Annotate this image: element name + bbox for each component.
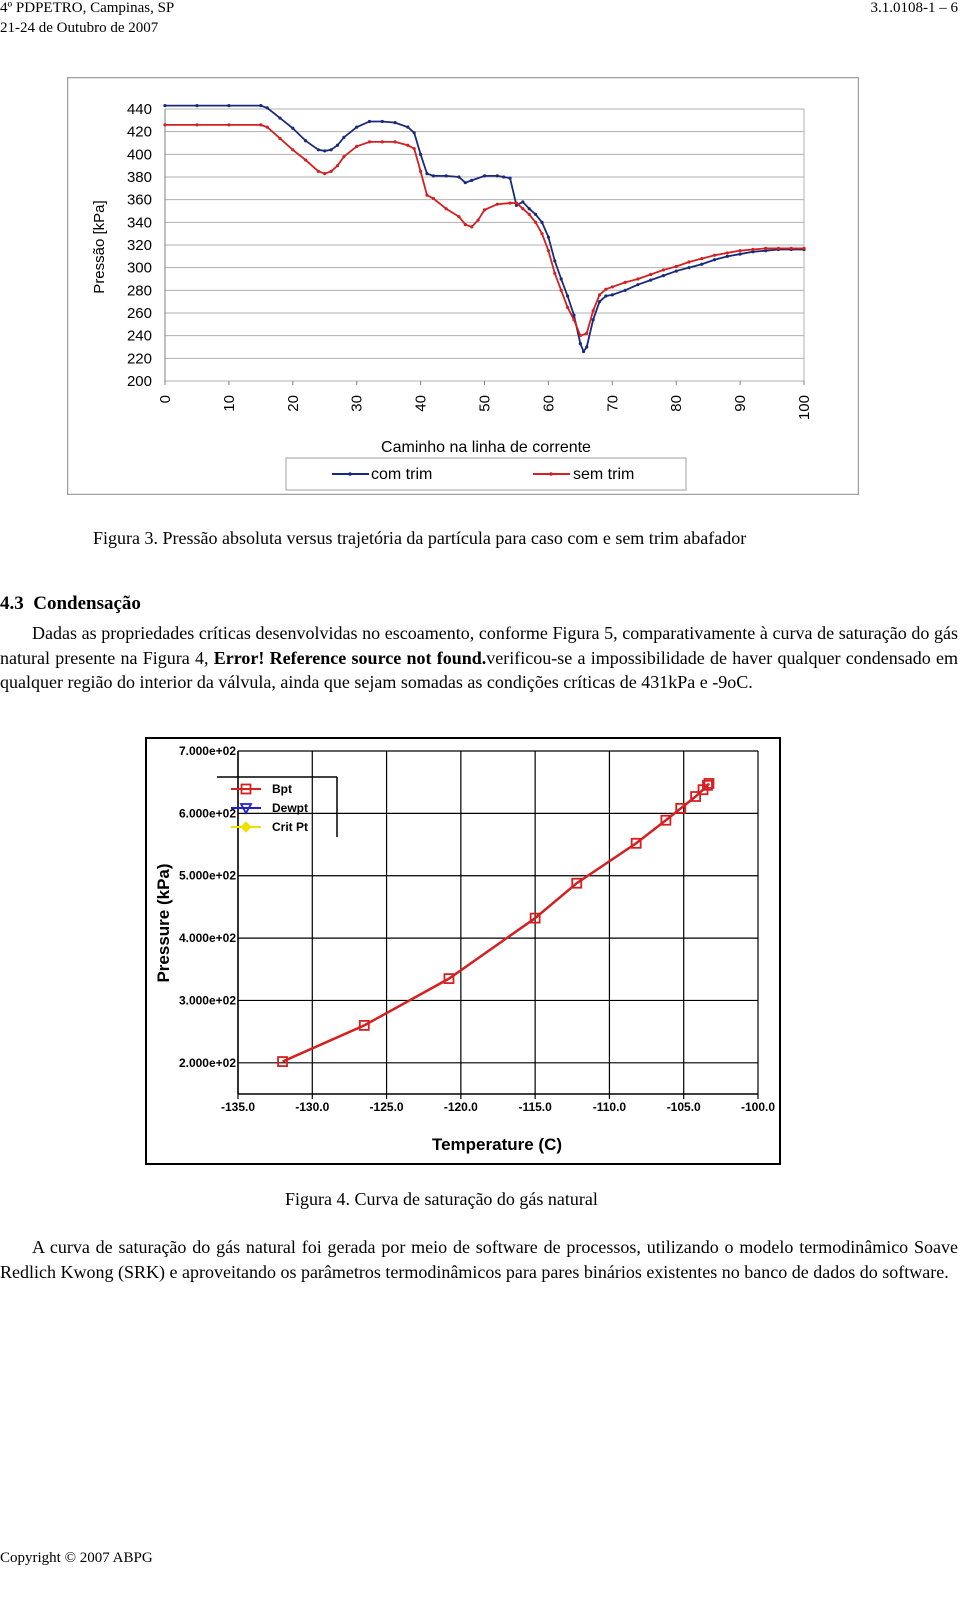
figure3-point: [700, 263, 703, 266]
figure4-xtick-label: -105.0: [666, 1100, 701, 1114]
figure3-point: [662, 274, 665, 277]
figure3-point: [393, 140, 396, 143]
figure3-point: [553, 259, 556, 262]
figure3-point: [604, 288, 607, 291]
figure3-point: [764, 247, 767, 250]
figure3-point: [381, 140, 384, 143]
figure3-point: [355, 145, 358, 148]
figure3-point: [355, 126, 358, 129]
figure3-point: [585, 345, 588, 348]
figure3-point: [675, 265, 678, 268]
figure3-point: [649, 279, 652, 282]
figure4-ytick-label: 2.000e+02: [178, 1055, 236, 1070]
figure3-point: [585, 332, 588, 335]
paragraph1-text-a: Dadas as propriedades críticas desenvolvidas no escoamento, conforme Figura 5, comparativamente à curva de saturação do gás natural presente na Figura 4,: [0, 623, 958, 668]
figure3-point: [227, 104, 230, 107]
figure3-point: [777, 247, 780, 250]
figure3-xtick-label: 90: [732, 395, 750, 412]
figure3-point: [419, 170, 422, 173]
header-dates: 21-24 de Outubro de 2007: [0, 20, 159, 36]
figure4-ytick-label: 5.000e+02: [178, 868, 236, 883]
paragraph-condensation: [0, 621, 958, 695]
figure3-point: [802, 247, 805, 250]
figure3-point: [636, 277, 639, 280]
figure3-point: [368, 120, 371, 123]
figure4-ytick-label: 3.000e+02: [178, 993, 236, 1008]
figure4-xtick-label: -130.0: [295, 1100, 330, 1114]
figure3-ytick-label: 420: [126, 123, 152, 141]
paragraph1-error-text: Error! Reference source not found.: [213, 647, 487, 668]
figure3-point: [163, 123, 166, 126]
figure4-legend-label: Bpt: [272, 782, 292, 796]
figure4-xtick-label: -110.0: [592, 1100, 627, 1114]
figure3-point: [406, 126, 409, 129]
figure3-point: [425, 194, 428, 197]
figure3-point: [502, 175, 505, 178]
figure4-legend-label: Crit Pt: [272, 820, 308, 834]
figure3-point: [195, 104, 198, 107]
figure4-xtick-label: -125.0: [369, 1100, 404, 1114]
figure3-point: [457, 175, 460, 178]
figure3-point: [534, 221, 537, 224]
figure3-point: [508, 201, 511, 204]
figure3-ytick-label: 340: [126, 214, 152, 232]
figure3-point: [534, 213, 537, 216]
figure3-point: [464, 223, 467, 226]
paragraph2-text: A curva de saturação do gás natural foi gerada por meio de software de processos, utilizando o modelo termodinâmico Soave Redlich Kwong (SRK) e aproveitando os parâmetros termodinâmicos para pares binários existentes no banco de dados do software.: [0, 1237, 958, 1282]
figure3-point: [566, 294, 569, 297]
figure3-point: [726, 251, 729, 254]
figure3-point: [291, 148, 294, 151]
figure3-point: [323, 172, 326, 175]
figure3-point: [528, 207, 531, 210]
figure3-point: [419, 153, 422, 156]
figure3-chart: [67, 77, 859, 495]
header-page-ref: 3.1.0108-1 – 6: [870, 0, 958, 16]
figure3-point: [528, 213, 531, 216]
figure4-ytick-label: 4.000e+02: [178, 931, 236, 946]
figure3-point: [304, 158, 307, 161]
figure3-point: [687, 266, 690, 269]
figure3-ytick-label: 240: [126, 327, 152, 345]
figure3-point: [336, 164, 339, 167]
figure4-caption: Figura 4. Curva de saturação do gás natural: [285, 1189, 598, 1209]
figure3-point: [259, 104, 262, 107]
figure3-xtick-label: 80: [668, 395, 686, 412]
figure3-point: [675, 269, 678, 272]
figure3-point: [623, 289, 626, 292]
figure4-xtick-label: -100.0: [740, 1100, 776, 1114]
figure3-point: [470, 225, 473, 228]
figure3-point: [540, 232, 543, 235]
figure3-point: [291, 127, 294, 130]
figure3-ytick-label: 300: [126, 259, 152, 277]
figure3-point: [483, 208, 486, 211]
figure3-point: [560, 289, 563, 292]
figure3-point: [790, 247, 793, 250]
figure3-point: [342, 155, 345, 158]
figure3-point: [457, 215, 460, 218]
figure3-point: [266, 126, 269, 129]
figure3-xtick-label: 40: [412, 395, 430, 412]
figure4-xtick-label: -115.0: [518, 1100, 552, 1114]
figure3-point: [687, 260, 690, 263]
figure3-point: [611, 293, 614, 296]
figure3-point: [598, 300, 601, 303]
figure3-ytick-label: 400: [126, 146, 152, 164]
figure3-point: [521, 207, 524, 210]
figure3-point: [195, 123, 198, 126]
figure3-point: [592, 309, 595, 312]
figure4-xtick-label: -120.0: [443, 1100, 478, 1114]
figure3-point: [330, 170, 333, 173]
figure3-point: [553, 272, 556, 275]
figure3-ytick-label: 260: [126, 305, 152, 322]
figure3-point: [540, 221, 543, 224]
figure3-ytick-label: 200: [126, 373, 152, 390]
figure3-point: [317, 148, 320, 151]
figure3-point: [342, 136, 345, 139]
figure3-xtick-label: 100: [796, 395, 813, 421]
figure3-point: [317, 170, 320, 173]
figure3-point: [611, 285, 614, 288]
figure4-legend-label: Dewpt: [272, 801, 308, 815]
figure3-point: [266, 106, 269, 109]
figure3-point: [636, 283, 639, 286]
figure4-ytick-label: 7.000e+02: [178, 744, 236, 758]
legend-sem-trim: sem trim: [573, 466, 635, 483]
figure3-point: [483, 174, 486, 177]
figure3-point: [278, 116, 281, 119]
figure3-point: [432, 174, 435, 177]
figure3-point: [598, 293, 601, 296]
figure3-point: [477, 218, 480, 221]
figure3-point: [547, 249, 550, 252]
figure3-point: [560, 277, 563, 280]
figure3-point: [323, 149, 326, 152]
figure3-xtick-label: 10: [220, 395, 238, 412]
figure3-point: [496, 174, 499, 177]
figure4-chart: [145, 737, 781, 1165]
figure3-point: [259, 123, 262, 126]
figure3-point: [464, 181, 467, 184]
section-title: Condensação: [33, 593, 141, 614]
figure3-xtick-label: 50: [476, 395, 494, 412]
figure3-xtick-label: 20: [284, 395, 302, 412]
figure3-point: [623, 281, 626, 284]
figure3-point: [582, 350, 585, 353]
legend-com-trim: com trim: [371, 466, 433, 483]
figure3-ytick-label: 440: [126, 101, 152, 118]
figure3-point: [425, 172, 428, 175]
figure3-point: [413, 131, 416, 134]
section-heading: [0, 593, 141, 615]
figure4-xlabel: Temperature (C): [431, 1135, 563, 1154]
figure3-ytick-label: 320: [126, 237, 152, 254]
figure3-ylabel: Pressão [kPa]: [91, 200, 108, 294]
figure3-point: [413, 147, 416, 150]
figure3-ytick-label: 360: [126, 191, 152, 209]
figure4-ytick-label: 6.000e+02: [178, 806, 236, 821]
figure3-point: [649, 273, 652, 276]
figure3-point: [739, 249, 742, 252]
figure3-point: [521, 200, 524, 203]
figure3-point: [751, 248, 754, 251]
figure3-xtick-label: 30: [348, 395, 366, 412]
figure3-ytick-label: 380: [126, 169, 152, 186]
figure3-point: [592, 318, 595, 321]
figure3-xtick-label: 60: [540, 395, 558, 412]
figure3-point: [515, 201, 518, 204]
figure3-ytick-label: 280: [126, 282, 152, 300]
figure3-point: [572, 318, 575, 321]
figure3-point: [604, 294, 607, 297]
figure3-point: [227, 123, 230, 126]
header-conference: 4º PDPETRO, Campinas, SP: [0, 0, 175, 16]
figure3-point: [393, 121, 396, 124]
figure3-point: [445, 174, 448, 177]
section-number: 4.3: [0, 593, 24, 614]
figure3-legend: [286, 458, 686, 490]
figure3-point: [330, 148, 333, 151]
figure3-caption: Figura 3. Pressão absoluta versus trajetória da partícula para caso com e sem trim abafador: [93, 528, 747, 548]
figure3-point: [304, 139, 307, 142]
figure3-point: [278, 137, 281, 140]
paragraph1-text-b: verificou-se a impossibilidade de haver qualquer condensado em qualquer região do interior da válvula, ainda que sejam somadas as condições críticas de 431kPa e -9oC.: [0, 647, 958, 692]
figure3-point: [163, 104, 166, 107]
figure3-point: [496, 203, 499, 206]
figure4-ylabel: Pressure (kPa): [154, 863, 173, 983]
figure3-point: [381, 120, 384, 123]
figure3-point: [470, 179, 473, 182]
figure3-point: [579, 342, 582, 345]
figure3-point: [700, 257, 703, 260]
figure3-point: [368, 140, 371, 143]
figure3-point: [445, 207, 448, 210]
figure3-point: [579, 334, 582, 337]
figure3-xlabel: Caminho na linha de corrente: [381, 439, 591, 456]
figure3-xtick-label: 70: [604, 395, 622, 412]
figure3-point: [336, 144, 339, 147]
figure4-xtick-label: -135.0: [220, 1100, 256, 1114]
figure3-point: [739, 252, 742, 255]
figure3-point: [406, 144, 409, 147]
figure3-point: [432, 197, 435, 200]
figure3-xtick-label: 0: [157, 395, 174, 404]
figure3-point: [508, 177, 511, 180]
figure3-point: [566, 306, 569, 309]
footer-copyright: Copyright © 2007 ABPG: [0, 1550, 153, 1566]
figure3-point: [713, 254, 716, 257]
figure3-point: [726, 255, 729, 258]
paragraph-saturation: [0, 1235, 958, 1284]
figure3-point: [713, 258, 716, 261]
figure3-point: [662, 268, 665, 271]
figure3-point: [547, 235, 550, 238]
figure3-ytick-label: 220: [126, 350, 152, 368]
